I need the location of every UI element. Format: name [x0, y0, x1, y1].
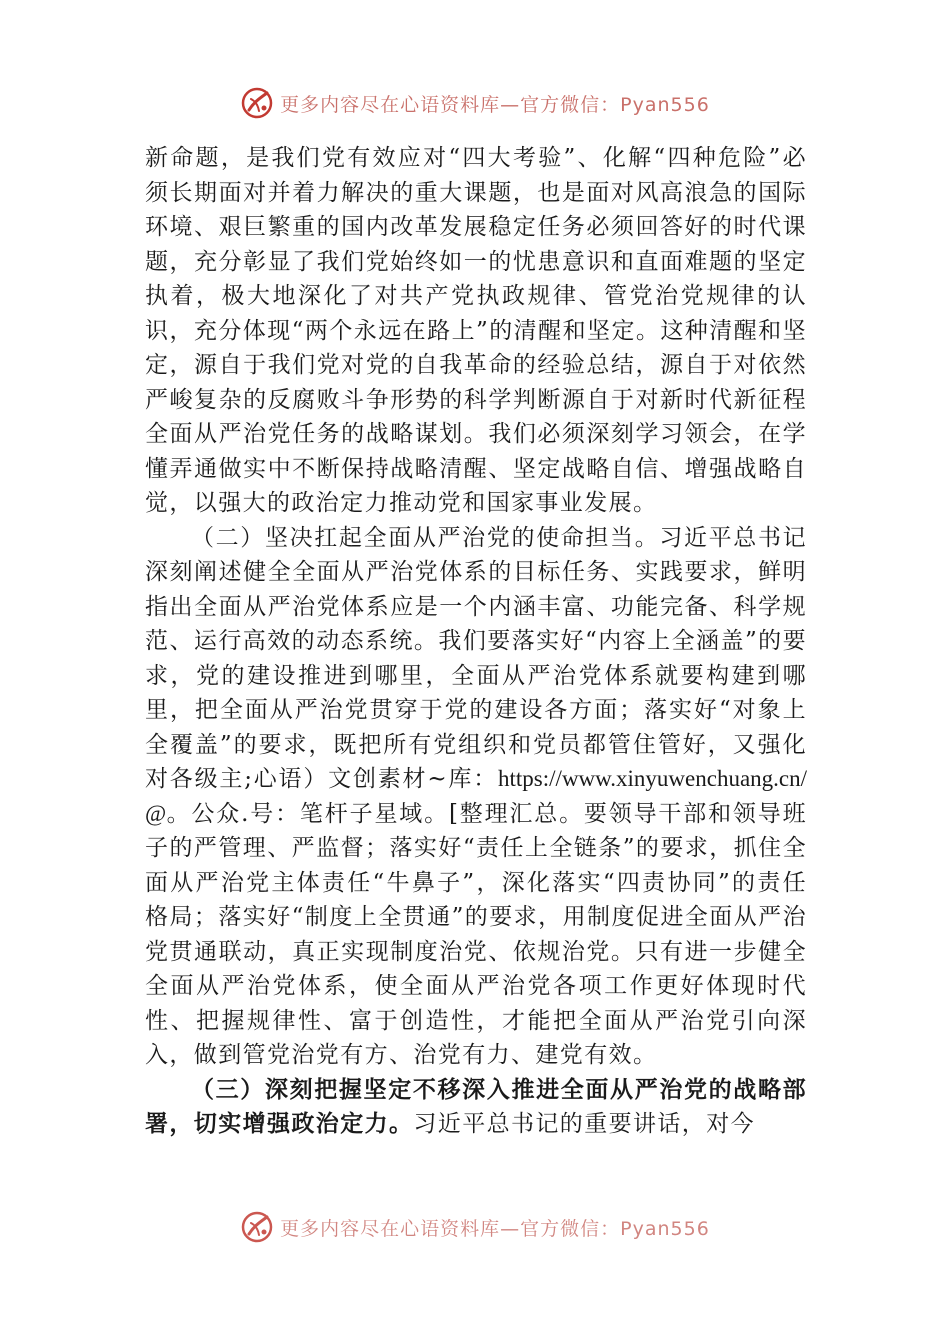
document-body [145, 141, 807, 1142]
watermark-text: 更多内容尽在心语资料库—官方微信：Pyan556 [280, 93, 710, 116]
paragraph-continuation: 新命题，是我们党有效应对“四大考验”、化解“四种危险”必须长期面对并着力解决的重大课题，也是面对风高浪急的国际环境、艰巨繁重的国内改革发展稳定任务必须回答好的时代课题，充分彰显了我们党始终如一的忧患意识和直面难题的坚定执着，极大地深化了对共产党执政规律、管党治党规律的认识，充分体现“两个永远在路上”的清醒和坚定。这种清醒和坚定，源自于我们党对党的自我革命的经验总结，源自于对依然严峻复杂的反腐败斗争形势的科学判断源自于对新时代新征程全面从严治党任务的战略谋划。我们必须深刻学习领会，在学懂弄通做实中不断保持战略清醒、坚定战略自信、增强战略自觉，以强大的政治定力推动党和国家事业发展。 [145, 145, 807, 516]
paragraph-section-three [145, 1073, 807, 1142]
paragraph-section-two [145, 521, 807, 1073]
watermark-text: 更多内容尽在心语资料库—官方微信：Pyan556 [280, 1217, 710, 1240]
brush-logo-icon [240, 86, 274, 120]
section-two-text: （二）坚决扛起全面从严治党的使命担当。习近平总书记深刻阐述健全全面从严治党体系的目标任务、实践要求，鲜明指出全面从严治党体系应是一个内涵丰富、功能完备、科学规范、运行高效的动态系统。我们要落实好“内容上全涵盖”的要求，党的建设推进到哪里，全面从严治党体系就要构建到哪里，把全面从严治党贯穿于党的建设各方面；落实好“对象上全覆盖”的要求，既把所有党组织和党员都管住管好，又强化对各级主;心语）文创素材~库： [145, 524, 807, 792]
header-watermark [0, 86, 950, 120]
inline-url-domain: www.xinyuwenchuang.cn/@ [145, 766, 807, 826]
brush-logo-icon [240, 1210, 274, 1244]
section-three-heading: （三）深刻把握坚定不移深入推进全面从严治党的战略部署，切实增强政治定力。 [145, 1075, 807, 1137]
inline-url-protocol: https:// [498, 766, 562, 791]
section-two-text-continued: 。公众.号：笔杆子星域。[整理汇总。要领导干部和领导班子的严管理、严监督；落实好“责任上全链条”的要求，抓住全面从严治党主体责任“牛鼻子”，深化落实“四责协同”的责任格局；落实好“制度上全贯通”的要求，用制度促进全面从严治党贯通联动，真正实现制度治党、依规治党。只有进一步健全全面从严治党体系，使全面从严治党各项工作更好体现时代性、把握规律性、富于创造性，才能把全面从严治党引向深入，做到管党治党有方、治党有力、建党有效。 [145, 800, 807, 1068]
footer-watermark [0, 1210, 950, 1244]
section-three-text: 习近平总书记的重要讲话，对今 [413, 1111, 756, 1137]
